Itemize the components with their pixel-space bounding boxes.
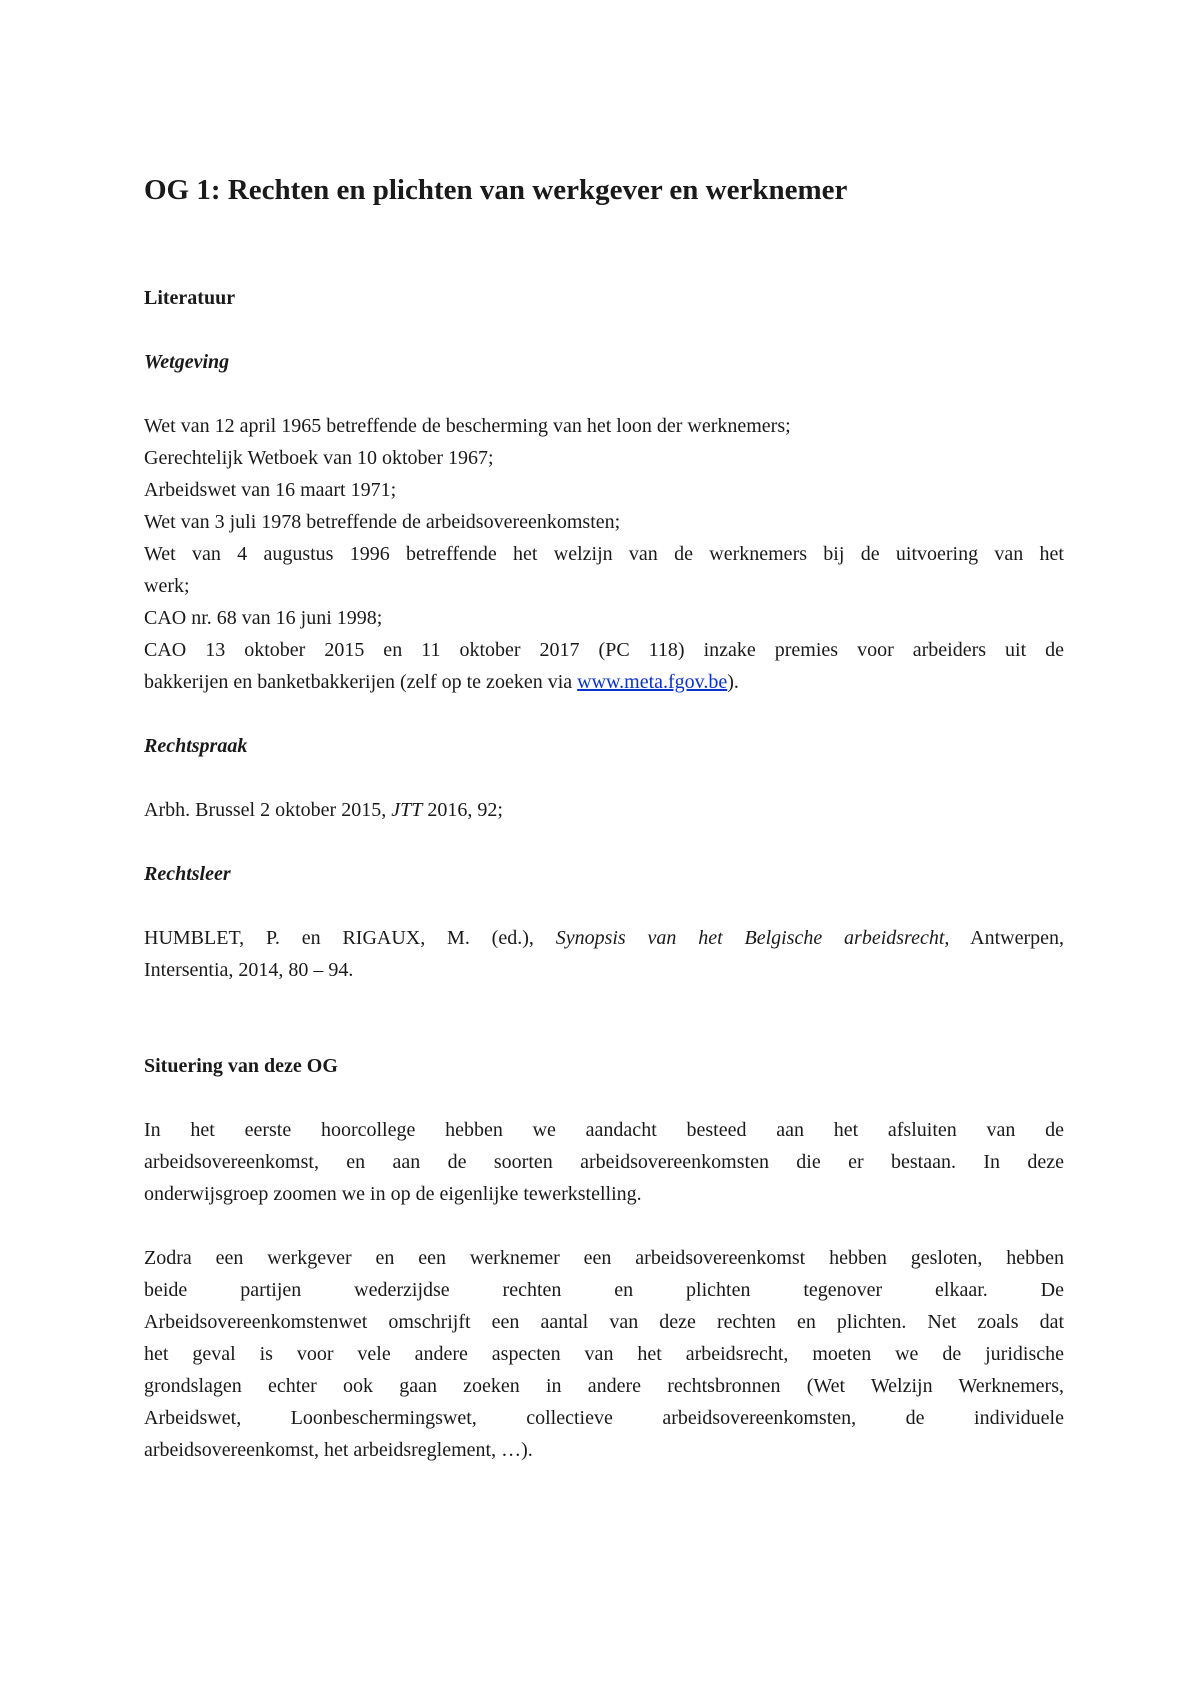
paragraph-line: het geval is voor vele andere aspecten van het arbeidsrecht, moeten we de juridische [144,1343,1064,1365]
paragraph-line: Zodra een werkgever en een werknemer een arbeidsovereenkomst hebben gesloten, hebben [144,1247,1064,1269]
page-title: OG 1: Rechten en plichten van werkgever en werknemer [144,174,848,206]
situering-paragraph-1 [144,1114,1064,1210]
paragraph-line: arbeidsovereenkomst, het arbeidsreglement, …). [144,1439,533,1461]
rechtsleer-line-2: Intersentia, 2014, 80 – 94. [144,959,354,981]
rechtspraak-prefix: Arbh. Brussel 2 oktober 2015, [144,799,392,821]
paragraph-line: In het eerste hoorcollege hebben we aandacht besteed aan het afsluiten van de [144,1119,1064,1141]
rechtsleer-entry [144,922,1064,986]
wetgeving-last-prefix: bakkerijen en banketbakkerijen (zelf op te zoeken via [144,671,578,693]
wetgeving-list [144,410,1064,698]
rechtspraak-entry [144,794,1064,826]
wetgeving-line: Wet van 12 april 1965 betreffende de bescherming van het loon der werknemers; [144,415,791,437]
paragraph-line: grondslagen echter ook gaan zoeken in andere rechtsbronnen (Wet Welzijn Werknemers, [144,1375,1064,1397]
wetgeving-last-suffix: ). [727,671,739,693]
wetgeving-line: Wet van 4 augustus 1996 betreffende het welzijn van de werknemers bij de uitvoering van het [144,543,1064,565]
rechtsleer-heading: Rechtsleer [144,863,231,885]
literatuur-heading: Literatuur [144,287,236,309]
wetgeving-line: Arbeidswet van 16 maart 1971; [144,479,397,501]
wetgeving-line: Gerechtelijk Wetboek van 10 oktober 1967; [144,447,494,469]
rechtspraak-suffix: 2016, 92; [422,799,503,821]
wetgeving-heading: Wetgeving [144,351,230,373]
paragraph-line: onderwijsgroep zoomen we in op de eigenlijke tewerkstelling. [144,1183,642,1205]
paragraph-line: arbeidsovereenkomst, en aan de soorten arbeidsovereenkomsten die er bestaan. In deze [144,1151,1064,1173]
wetgeving-line: CAO 13 oktober 2015 en 11 oktober 2017 (PC 118) inzake premies voor arbeiders uit de [144,639,1064,661]
wetgeving-line: CAO nr. 68 van 16 juni 1998; [144,607,383,629]
situering-heading: Situering van deze OG [144,1055,338,1077]
situering-paragraph-2 [144,1242,1064,1466]
meta-fgov-link[interactable]: www.meta.fgov.be [577,671,728,693]
rechtsleer-prefix: HUMBLET, P. en RIGAUX, M. (ed.), [144,927,556,949]
rechtsleer-line-1 [144,922,1064,954]
paragraph-line: Arbeidsovereenkomstenwet omschrijft een aantal van deze rechten en plichten. Net zoals dat [144,1311,1064,1333]
wetgeving-line-last [144,666,1064,698]
rechtspraak-journal: JTT [391,799,423,821]
paragraph-line: Arbeidswet, Loonbeschermingswet, collectieve arbeidsovereenkomsten, de individuele [144,1407,1064,1429]
rechtsleer-suffix: , Antwerpen, [944,927,1064,949]
rechtsleer-book: Synopsis van het Belgische arbeidsrecht [555,927,945,949]
paragraph-line: beide partijen wederzijdse rechten en plichten tegenover elkaar. De [144,1279,1064,1301]
wetgeving-line: werk; [144,575,190,597]
rechtspraak-heading: Rechtspraak [144,735,248,757]
wetgeving-line: Wet van 3 juli 1978 betreffende de arbeidsovereenkomsten; [144,511,621,533]
